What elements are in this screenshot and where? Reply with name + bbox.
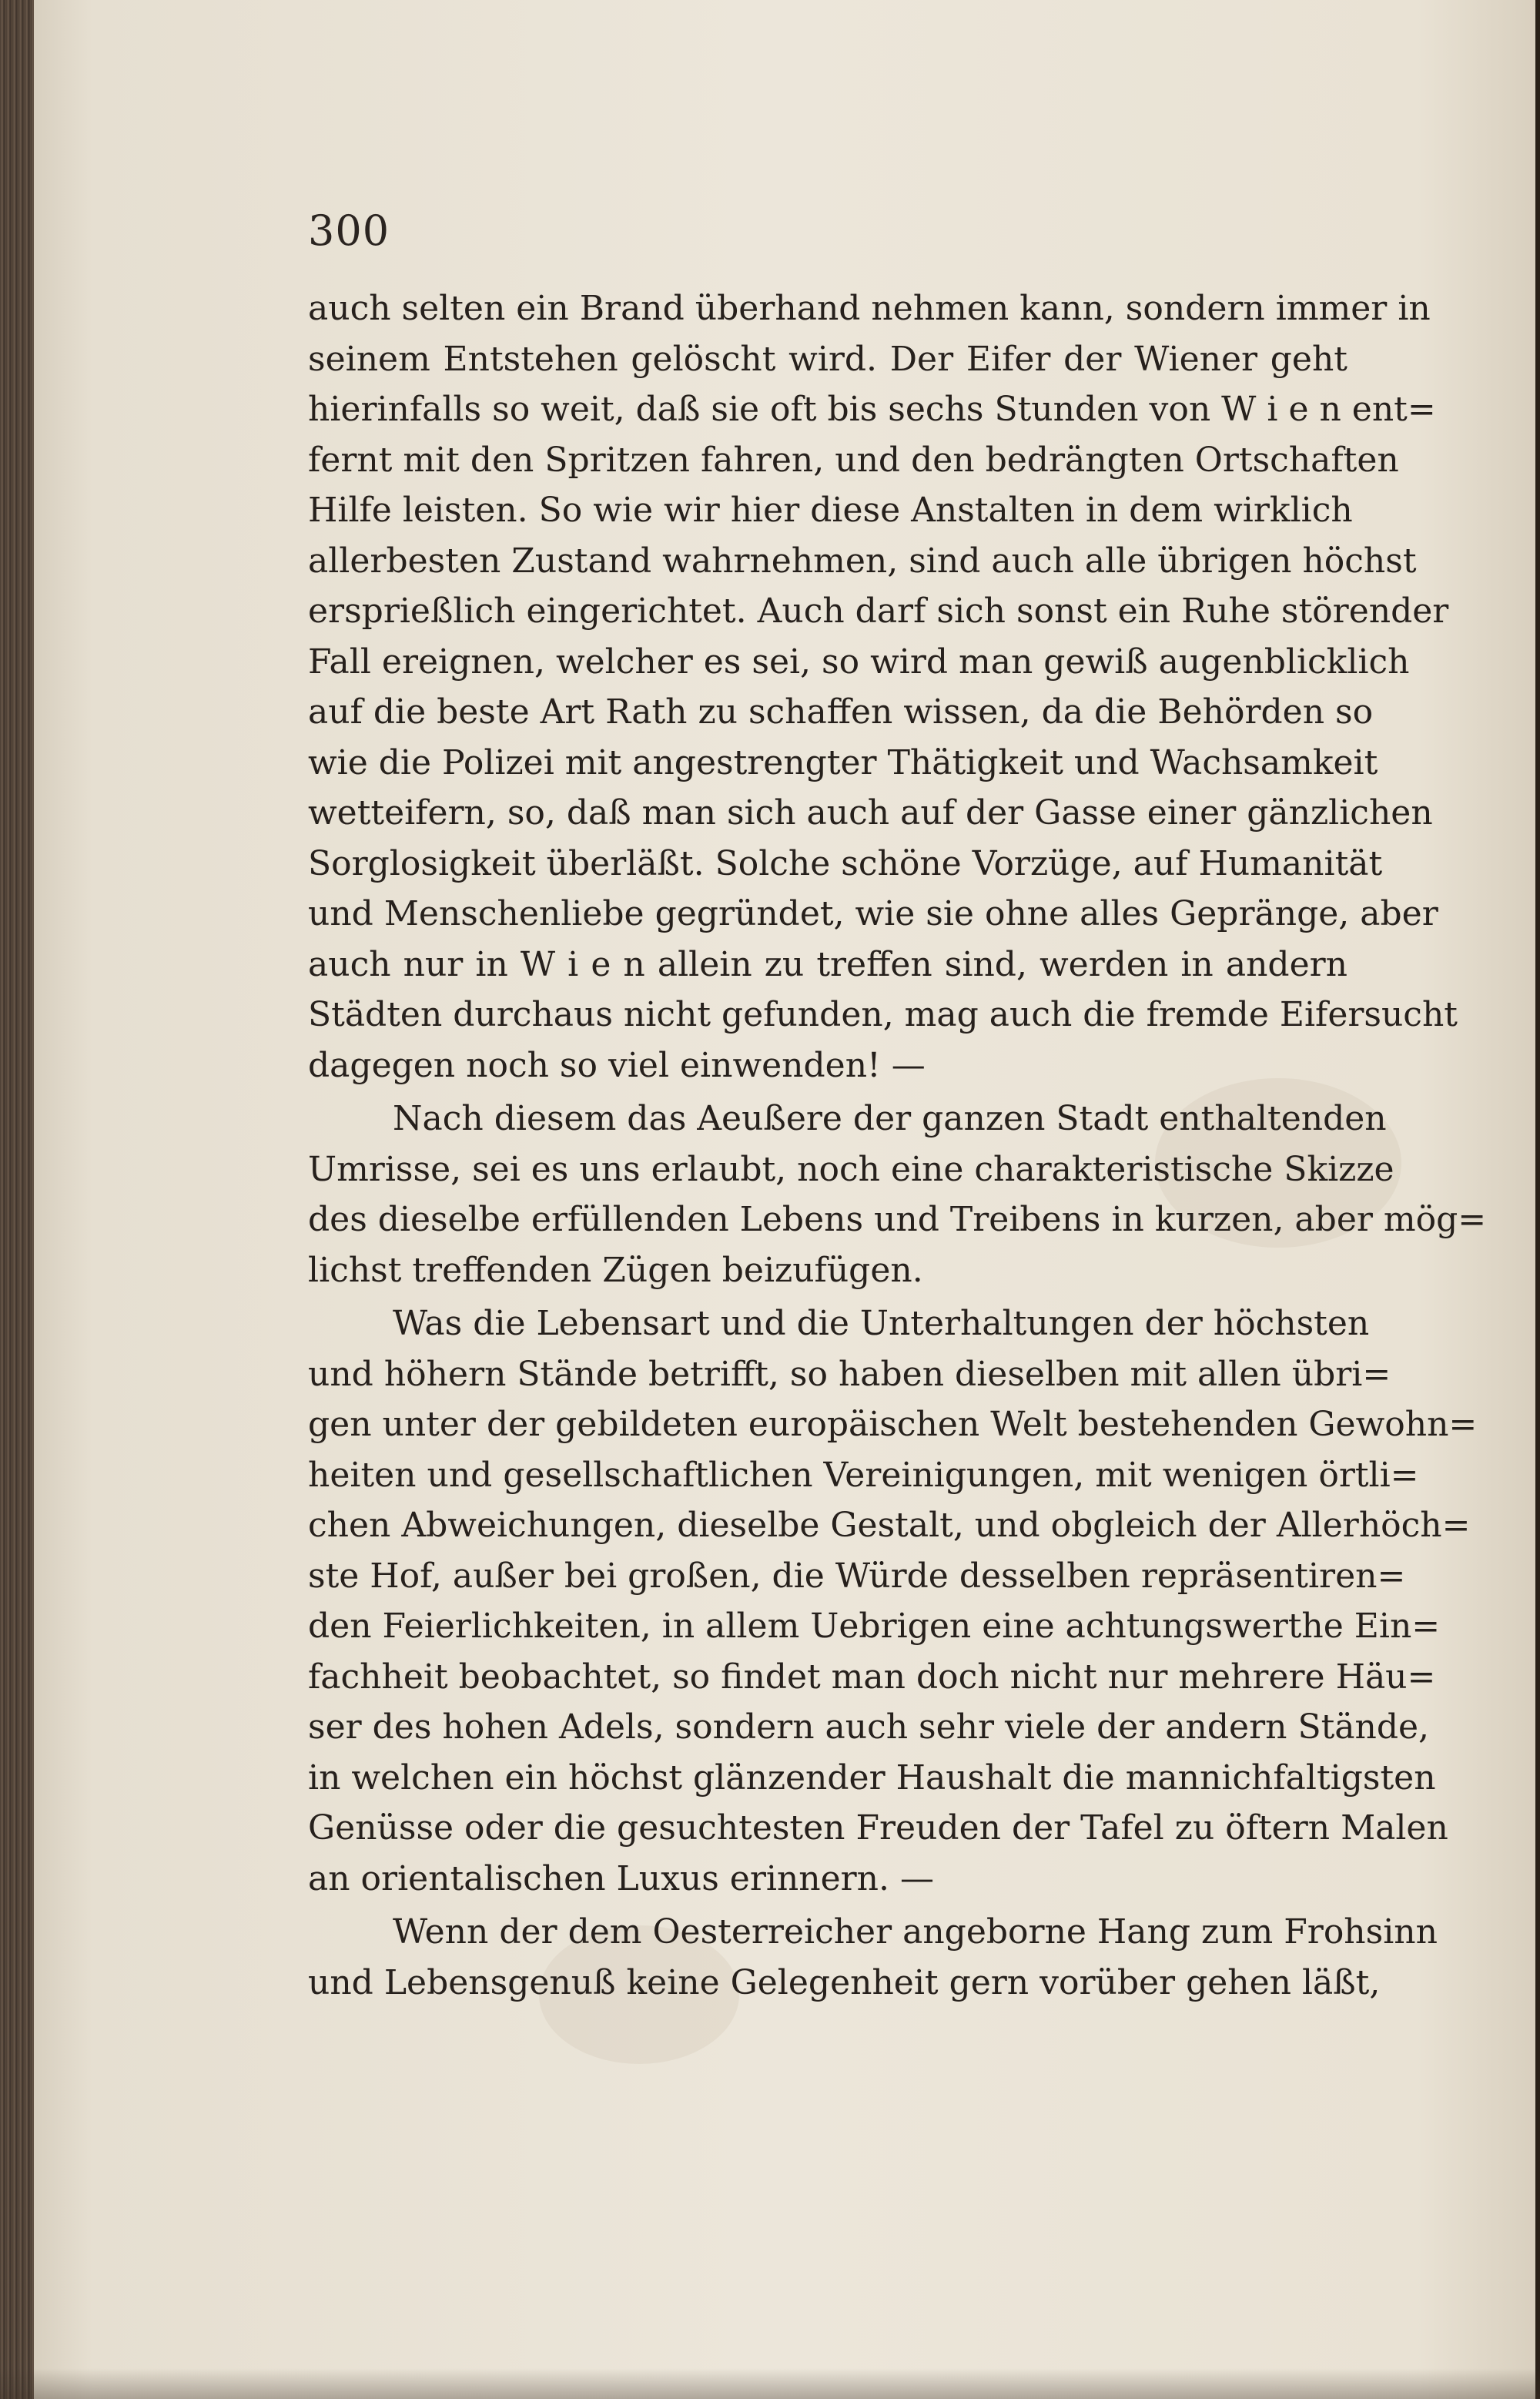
text-line: ersprießlich eingerichtet. Auch darf sich sonst ein Ruhe störender [308,591,1449,631]
text-line: Städten durchaus nicht gefunden, mag auch die fremde Eifersucht [308,995,1458,1034]
page-bottom-shadow [0,2368,1540,2399]
text-line: ste Hof, außer bei großen, die Würde desselben repräsentiren= [308,1556,1406,1596]
text-line: und höhern Stände betrifft, so haben dieselben mit allen übri= [308,1354,1391,1394]
text-line: ser des hohen Adels, sondern auch sehr viele der andern Stände, [308,1707,1430,1747]
text-line: Fall ereignen, welcher es sei, so wird man gewiß augenblicklich [308,642,1410,682]
text-line: an orientalischen Luxus erinnern. — [308,1858,934,1898]
text-line: wie die Polizei mit angestrengter Thätigkeit und Wachsamkeit [308,742,1378,782]
text-line: und Menschenliebe gegründet, wie sie ohne alles Gepränge, aber [308,894,1438,933]
paragraph-start-line: Nach diesem das Aeußere der ganzen Stadt enthaltenden [393,1099,1387,1138]
page-right-edge [1535,0,1540,2399]
text-line: Genüsse oder die gesuchtesten Freuden der Tafel zu öftern Malen [308,1808,1448,1848]
text-line: hierinfalls so weit, daß sie oft bis sechs Stunden von W i e n ent= [308,390,1436,429]
text-line: auch nur in W i e n allein zu treffen sind, werden in andern [308,944,1348,984]
text-line: heiten und gesellschaftlichen Vereinigungen, mit wenigen örtli= [308,1455,1419,1495]
text-line: und Lebensgenuß keine Gelegenheit gern vorüber gehen läßt, [308,1962,1381,2002]
page-number: 300 [308,206,390,255]
text-line: wetteifern, so, daß man sich auch auf der Gasse einer gänzlichen [308,793,1433,833]
body-text [308,283,1487,2008]
text-line: fernt mit den Spritzen fahren, und den bedrängten Ortschaften [308,440,1399,480]
text-line: seinem Entstehen gelöscht wird. Der Eifer der Wiener geht [308,339,1348,379]
page-stack-edge [0,0,34,2399]
text-line: auf die beste Art Rath zu schaffen wissen, da die Behörden so [308,692,1374,732]
text-line: den Feierlichkeiten, in allem Uebrigen eine achtungswerthe Ein= [308,1607,1441,1646]
text-line: Umrisse, sei es uns erlaubt, noch eine charakteristische Skizze [308,1149,1394,1189]
text-line: fachheit beobachtet, so findet man doch nicht nur mehrere Häu= [308,1657,1436,1697]
text-line: lichst treffenden Zügen beizufügen. [308,1250,923,1290]
text-line: dagegen noch so viel einwenden! — [308,1045,926,1085]
text-line: Sorglosigkeit überläßt. Solche schöne Vorzüge, auf Humanität [308,843,1383,883]
text-line: in welchen ein höchst glänzender Haushalt die mannichfaltigsten [308,1757,1436,1798]
text-line: des dieselbe erfüllenden Lebens und Treibens in kurzen, aber mög= [308,1200,1487,1239]
text-line: allerbesten Zustand wahrnehmen, sind auch alle übrigen höchst [308,541,1417,581]
text-line: Hilfe leisten. So wie wir hier diese Anstalten in dem wirklich [308,491,1353,530]
text-line: auch selten ein Brand überhand nehmen kann, sondern immer in [308,289,1431,328]
text-line: chen Abweichungen, dieselbe Gestalt, und obgleich der Allerhöch= [308,1506,1471,1545]
text-line: gen unter der gebildeten europäischen Welt bestehenden Gewohn= [308,1405,1478,1444]
paragraph-start-line: Wenn der dem Oesterreicher angeborne Hang zum Frohsinn [393,1912,1438,1952]
paragraph-start-line: Was die Lebensart und die Unterhaltungen der höchsten [393,1304,1370,1343]
